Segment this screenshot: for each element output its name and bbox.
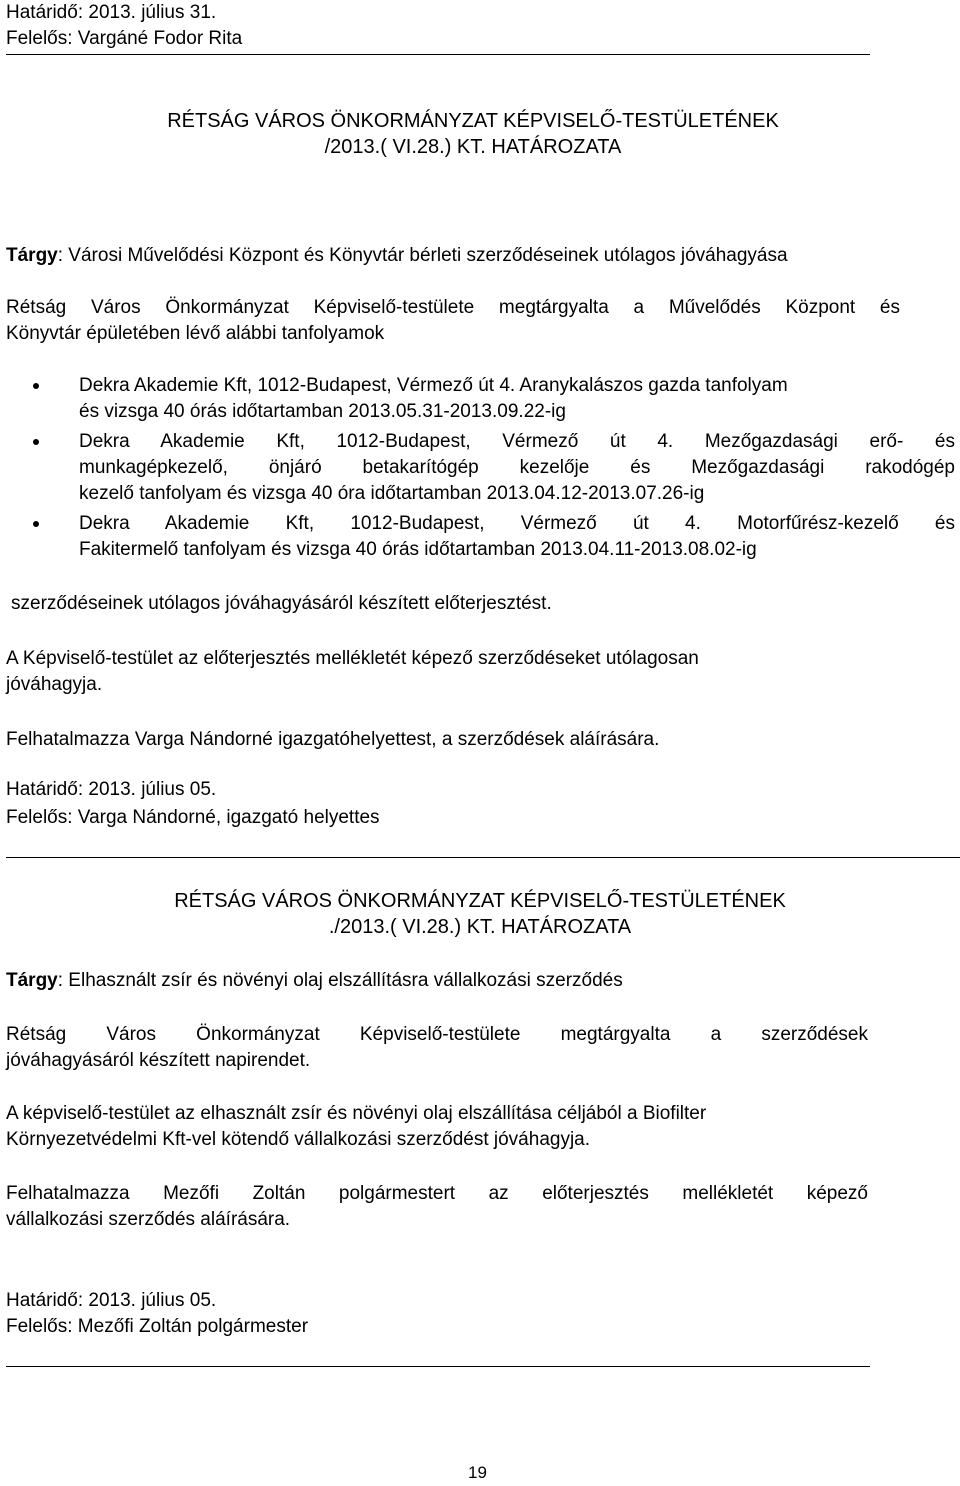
res2-subject-label: Tárgy xyxy=(6,970,58,991)
res1-subject-label: Tárgy xyxy=(6,245,58,266)
res1-responsible: Felelős: Varga Nándorné, igazgató helyettes xyxy=(6,807,380,828)
res1-decision-line2: jóváhagyja. xyxy=(6,674,103,695)
res1-intro-line1: Rétság Város Önkormányzat Képviselő-testülete megtárgyalta a Művelődés Központ és xyxy=(6,297,900,318)
bullet-icon xyxy=(33,521,39,527)
bullet3-line1: Dekra Akademie Kft, 1012-Budapest, Vérmező út 4. Motorfűrész-kezelő és xyxy=(79,513,955,534)
res1-heading-line2: /2013.( VI.28.) KT. HATÁROZATA xyxy=(324,136,622,158)
res2-para2-line1: A képviselő-testület az elhasznált zsír és növényi olaj elszállítása céljából a Biofilter xyxy=(6,1103,707,1124)
bullet-icon xyxy=(33,439,39,445)
res2-deadline: Határidő: 2013. július 05. xyxy=(6,1290,217,1311)
bullet2-line2: munkagépkezelő, önjáró betakarítógép kezelője és Mezőgazdasági rakodógép xyxy=(79,457,955,478)
res2-para1-line2: jóváhagyásáról készített napirendet. xyxy=(6,1050,311,1071)
res2-para3-line2: vállalkozási szerződés aláírására. xyxy=(6,1209,291,1230)
res2-subject-text: : Elhasznált zsír és növényi olaj elszállításra vállalkozási szerződés xyxy=(57,970,623,991)
top-deadline: Határidő: 2013. július 31. xyxy=(6,2,217,23)
bullet-icon xyxy=(33,383,39,389)
res2-para1-line1: Rétság Város Önkormányzat Képviselő-testülete megtárgyalta a szerződések xyxy=(6,1024,868,1045)
bullet2-line3: kezelő tanfolyam és vizsga 40 óra időtartamban 2013.04.12-2013.07.26-ig xyxy=(79,483,705,504)
bullet1-line1: Dekra Akademie Kft, 1012-Budapest, Vérmező út 4. Aranykalászos gazda tanfolyam xyxy=(79,375,788,396)
res2-para3-line1: Felhatalmazza Mezőfi Zoltán polgármestert az előterjesztés mellékletét képező xyxy=(6,1183,868,1204)
res1-subject-text: : Városi Művelődési Központ és Könyvtár bérleti szerződéseinek utólagos jóváhagyása xyxy=(57,245,788,266)
divider-middle xyxy=(6,857,960,858)
page-number: 19 xyxy=(468,1463,487,1482)
res1-authorize: Felhatalmazza Varga Nándorné igazgatóhelyettest, a szerződések aláírására. xyxy=(6,729,660,750)
res2-heading-line2: ./2013.( VI.28.) KT. HATÁROZATA xyxy=(328,916,632,938)
bullet1-line2: és vizsga 40 órás időtartamban 2013.05.31-2013.09.22-ig xyxy=(79,401,566,422)
res2-heading-line1: RÉTSÁG VÁROS ÖNKORMÁNYZAT KÉPVISELŐ-TESTÜLETÉNEK xyxy=(174,890,786,912)
res1-heading-line1: RÉTSÁG VÁROS ÖNKORMÁNYZAT KÉPVISELŐ-TESTÜLETÉNEK xyxy=(167,110,779,132)
res1-decision-line1: A Képviselő-testület az előterjesztés mellékletét képező szerződéseket utólagosan xyxy=(6,648,699,669)
bullet3-line2: Fakitermelő tanfolyam és vizsga 40 órás időtartamban 2013.04.11-2013.08.02-ig xyxy=(79,539,757,560)
res1-subject xyxy=(6,243,788,269)
res1-intro-line2: Könyvtár épületében lévő alábbi tanfolyamok xyxy=(6,323,385,344)
res2-subject xyxy=(6,968,623,994)
res2-responsible: Felelős: Mezőfi Zoltán polgármester xyxy=(6,1316,309,1337)
divider-top xyxy=(6,54,870,55)
res1-deadline: Határidő: 2013. július 05. xyxy=(6,779,217,800)
top-responsible: Felelős: Vargáné Fodor Rita xyxy=(6,28,243,49)
bullet2-line1: Dekra Akademie Kft, 1012-Budapest, Vérmező út 4. Mezőgazdasági erő- és xyxy=(79,431,955,452)
res2-para2-line2: Környezetvédelmi Kft-vel kötendő vállalkozási szerződést jóváhagyja. xyxy=(6,1129,591,1150)
res1-after-bullets: szerződéseinek utólagos jóváhagyásáról készített előterjesztést. xyxy=(11,593,552,614)
divider-bottom xyxy=(6,1366,870,1367)
